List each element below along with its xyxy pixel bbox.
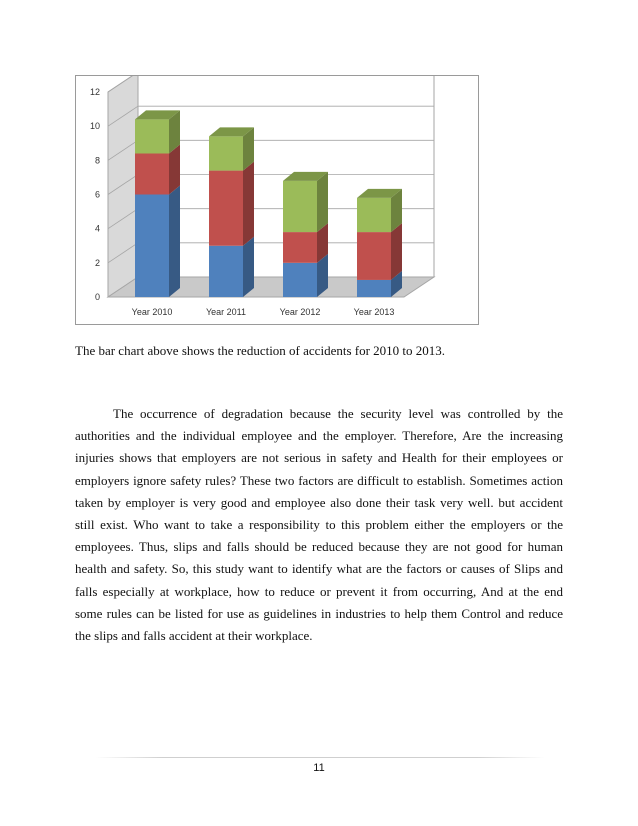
x-tick-label: Year 2013 (353, 307, 395, 317)
x-tick-label: Year 2012 (279, 307, 321, 317)
y-tick-label: 12 (89, 87, 100, 97)
y-tick-label: 6 (94, 189, 100, 200)
bar-segment-front (283, 232, 317, 263)
bar-segment-front (209, 136, 243, 170)
bar-segment-front (357, 280, 391, 297)
y-tick-label: 2 (94, 257, 100, 268)
x-tick-label: Year 2010 (131, 307, 173, 317)
y-tick-label: 4 (94, 223, 100, 234)
bar-segment-front (209, 171, 243, 246)
page-number: 11 (313, 762, 325, 774)
bar-segment-front (135, 119, 169, 153)
bar-segment-front (357, 232, 391, 280)
x-tick-label: Year 2011 (205, 307, 247, 317)
bar-segment-front (209, 246, 243, 297)
y-tick-label: 8 (94, 155, 100, 166)
footer-rule (95, 757, 545, 758)
bar-segment-front (135, 195, 169, 298)
bar-segment-side (391, 223, 402, 280)
bar-segment-front (283, 263, 317, 297)
chart-svg (76, 76, 480, 326)
chart-caption: The bar chart above shows the reduction of accidents for 2010 to 2013. (75, 343, 446, 358)
stacked-bar-chart (75, 75, 479, 325)
body-paragraph-text: The occurrence of degradation because the security level was controlled by the authorities and the individual employee and the employer. Therefore, Are the increasing injuries shows that employers are not serious in safety and Health for their employees or employers ignore safety rules? These two factors are difficult to establish. Sometimes action taken by employer is very good and employee also done their task very well. but accident still exist. Who want to take a responsibility to this problem either the employers or the employees. Thus, slips and falls should be reduced because they are not good for human health and safety. So, this study want to identify what are the factors or causes of Slips and falls especially at workplace, how to reduce or prevent it from occurring, And at the end some rules can be listed for use as guidelines in industries to help them Control and reduce the slips and falls accident at their workplace. (75, 406, 563, 644)
bar-segment-side (243, 237, 254, 297)
bar-segment-front (357, 198, 391, 232)
bar-segment-front (135, 154, 169, 195)
bar-segment-side (317, 172, 328, 232)
bar-segment-side (169, 186, 180, 298)
y-tick-label: 10 (89, 121, 100, 132)
y-tick-label: 0 (94, 292, 100, 302)
body-paragraph (75, 403, 563, 647)
bar-segment-front (283, 181, 317, 232)
bar-segment-side (243, 162, 254, 246)
